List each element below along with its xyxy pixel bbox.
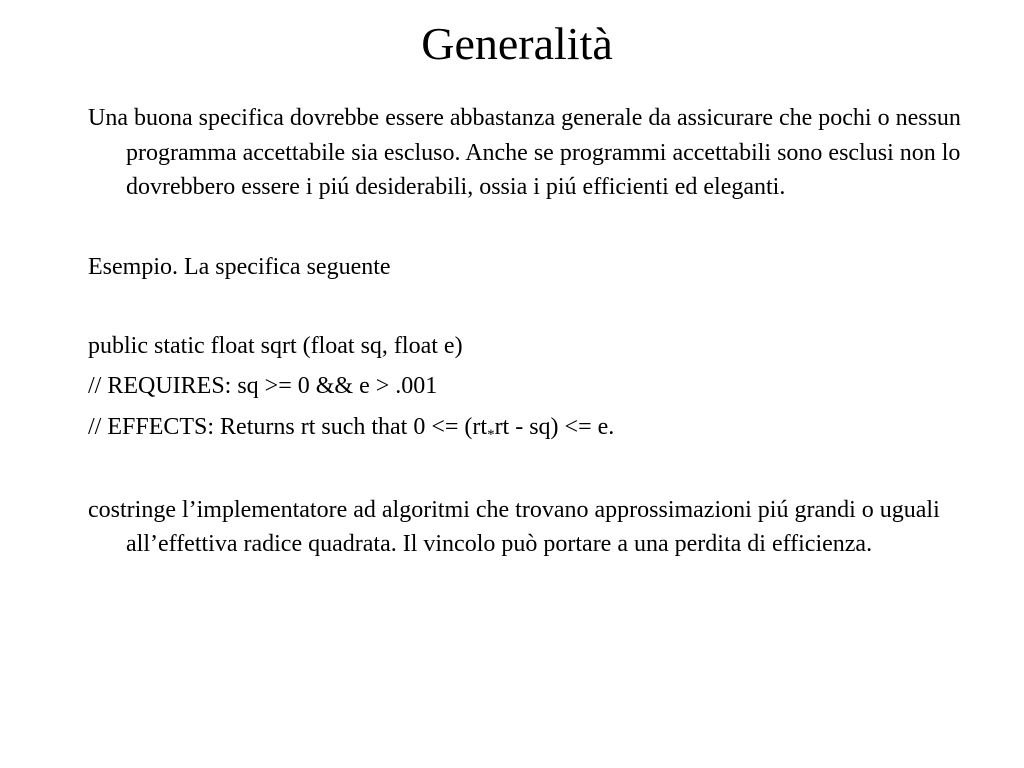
specification-example: [88, 329, 988, 448]
effects-clause-start: // EFFECTS: Returns rt such that 0 <= (rt: [88, 413, 488, 440]
method-signature: public static float sqrt (float sq, float e): [88, 332, 463, 359]
slide-body: [88, 101, 988, 562]
multiplication-operator: *: [487, 426, 495, 443]
slide-title: Generalità: [421, 18, 613, 69]
requires-clause: // REQUIRES: sq >= 0 && e > .001: [88, 373, 438, 399]
effects-clause-end: rt - sq) <= e.: [494, 413, 615, 440]
effects-clause: [88, 410, 988, 448]
example-intro-paragraph: Esempio. La specifica seguente: [88, 254, 391, 280]
conclusion-paragraph: costringe l’implementatore ad algoritmi che trovano approssimazioni piú grandi o uguali all’effettiva radice quadrata. Il vincolo può portare a una perdita di efficienza.: [88, 496, 940, 557]
intro-paragraph: Una buona specifica dovrebbe essere abbastanza generale da assicurare che pochi o nessun programma accettabile sia escluso. Anche se programmi accettabili sono esclusi non lo dovrebbero essere i piú desiderabili, ossia i piú efficienti ed eleganti.: [88, 105, 961, 200]
